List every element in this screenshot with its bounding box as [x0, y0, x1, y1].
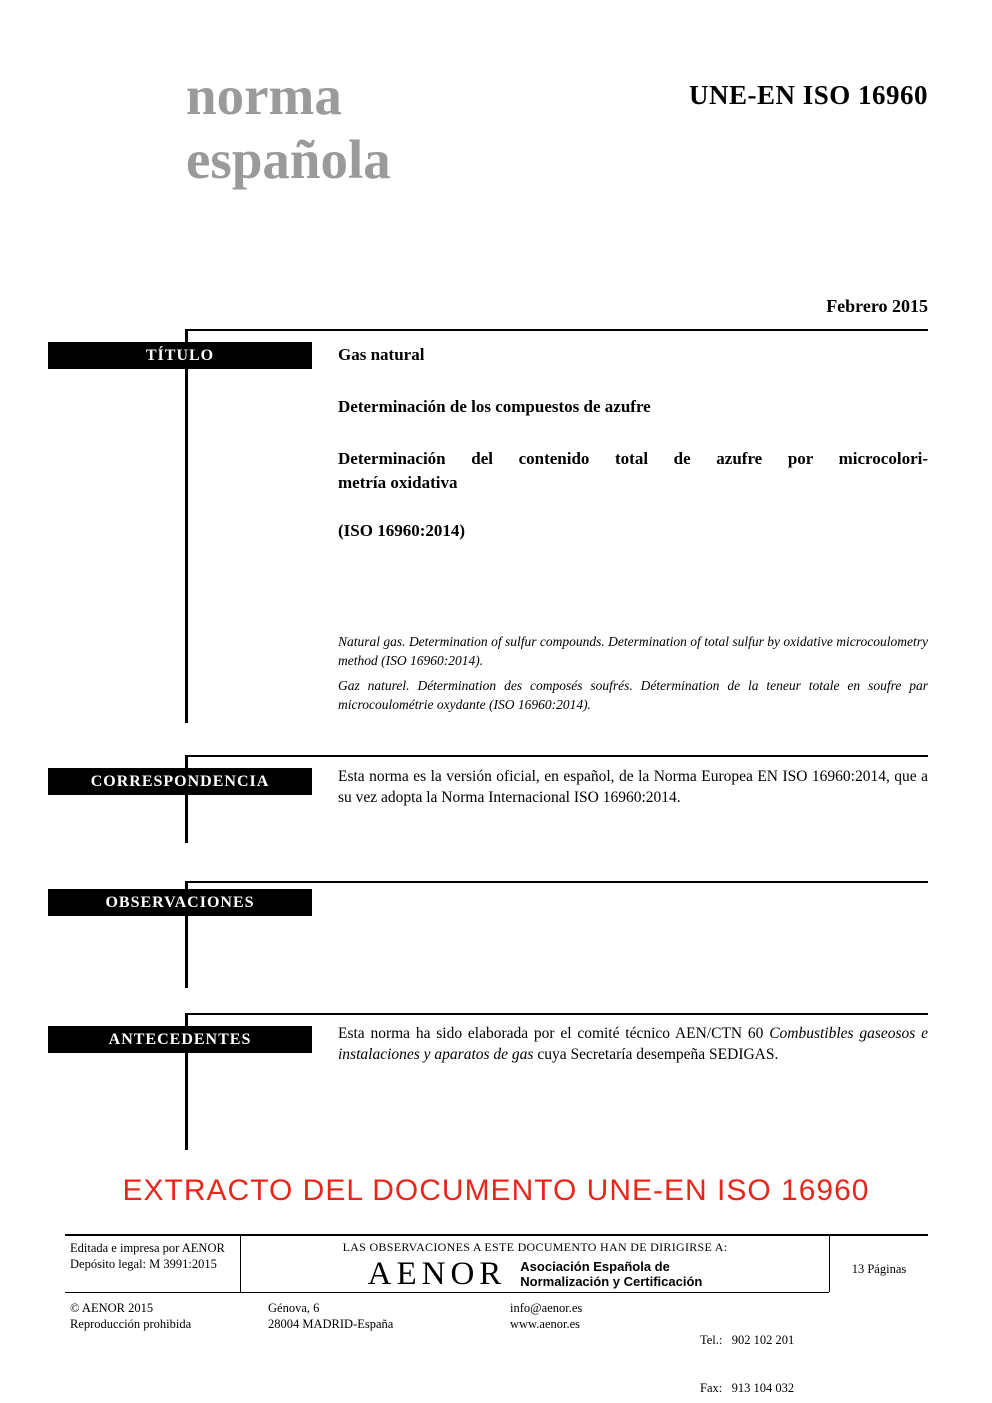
title-line-3a: Determinación del contenido total de azufre por microcolori- [338, 449, 928, 468]
antecedentes-text-after: cuya Secretaría desempeña SEDIGAS. [533, 1046, 779, 1063]
footer-published-line-2: Depósito legal: M 3991:2015 [70, 1257, 217, 1271]
footer-top-divider [65, 1234, 928, 1236]
correspondencia-text: Esta norma es la versión oficial, en español, de la Norma Europea EN ISO 16960:2014, que a su vez adopta la Norma Internacional ISO 16960:2014. [338, 768, 928, 806]
aenor-logo-block [241, 1254, 829, 1294]
abstract-english: Natural gas. Determination of sulfur compounds. Determination of total sulfur by oxidative microcoulometry method (ISO 16960:2014). [338, 634, 928, 668]
title-line-1: Gas natural [338, 345, 425, 364]
aenor-logo: AENOR [367, 1255, 507, 1292]
footer-telephone: Tel.: 902 102 201 [700, 1333, 795, 1347]
title-line-2: Determinación de los compuestos de azufre [338, 397, 651, 416]
footer-fax: Fax: 913 104 032 [700, 1381, 795, 1395]
footer-contact-block [510, 1300, 582, 1332]
aenor-logo-description [520, 1259, 702, 1289]
antecedentes-text-before: Esta norma ha sido elaborada por el comité técnico AEN/CTN 60 [338, 1025, 770, 1042]
title-line-3 [338, 449, 928, 493]
extract-notice: EXTRACTO DEL DOCUMENTO UNE-EN ISO 16960 [122, 1174, 870, 1207]
correspondencia-top-divider [185, 755, 928, 757]
antecedentes-text-italic: Combustibles gaseosos e instalaciones y aparatos de gas [338, 1025, 929, 1063]
titulo-label: TÍTULO [48, 342, 312, 369]
titulo-top-divider [185, 329, 928, 331]
correspondencia-label: CORRESPONDENCIA [48, 768, 312, 795]
page-count: 13 Páginas [851, 1262, 907, 1276]
footer-phone-block [700, 1300, 794, 1403]
standard-code: UNE-EN ISO 16960 [688, 80, 928, 110]
brand-logo [186, 64, 391, 192]
footer-remarks-notice: LAS OBSERVACIONES A ESTE DOCUMENTO HAN DE DIRIGIRSE A: [342, 1240, 728, 1254]
iso-reference: (ISO 16960:2014) [338, 521, 466, 540]
footer-website: www.aenor.es [510, 1317, 581, 1331]
observaciones-top-divider [185, 881, 928, 883]
observaciones-label: OBSERVACIONES [48, 889, 312, 916]
footer-copyright-line-1: © AENOR 2015 [70, 1301, 154, 1315]
aenor-desc-line-1: Asociación Española de [520, 1259, 670, 1274]
aenor-desc-line-2: Normalización y Certificación [520, 1274, 703, 1289]
antecedentes-text [338, 1023, 928, 1065]
footer-published-line-1: Editada e impresa por AENOR [70, 1241, 225, 1255]
footer-address-line-1: Génova, 6 [268, 1301, 320, 1315]
antecedentes-top-divider [185, 1013, 928, 1015]
brand-line-2: española [186, 129, 391, 190]
footer-copyright-block [70, 1300, 191, 1332]
abstract-french: Gaz naturel. Détermination des composés soufrés. Détermination de la teneur totale en soufre par microcoulométrie oxydante (ISO 16960:2014). [338, 678, 928, 712]
brand-line-1: norma [186, 65, 342, 126]
footer-copyright-line-2: Reproducción prohibida [70, 1317, 192, 1331]
title-line-3b: metría oxidativa [338, 473, 458, 492]
publication-date: Febrero 2015 [826, 296, 928, 316]
footer-address-block [268, 1300, 393, 1332]
footer-address-line-2: 28004 MADRID-España [268, 1317, 394, 1331]
footer-email: info@aenor.es [510, 1301, 583, 1315]
antecedentes-label: ANTECEDENTES [48, 1026, 312, 1053]
titulo-left-divider [185, 329, 188, 723]
footer-published-block [70, 1240, 225, 1272]
